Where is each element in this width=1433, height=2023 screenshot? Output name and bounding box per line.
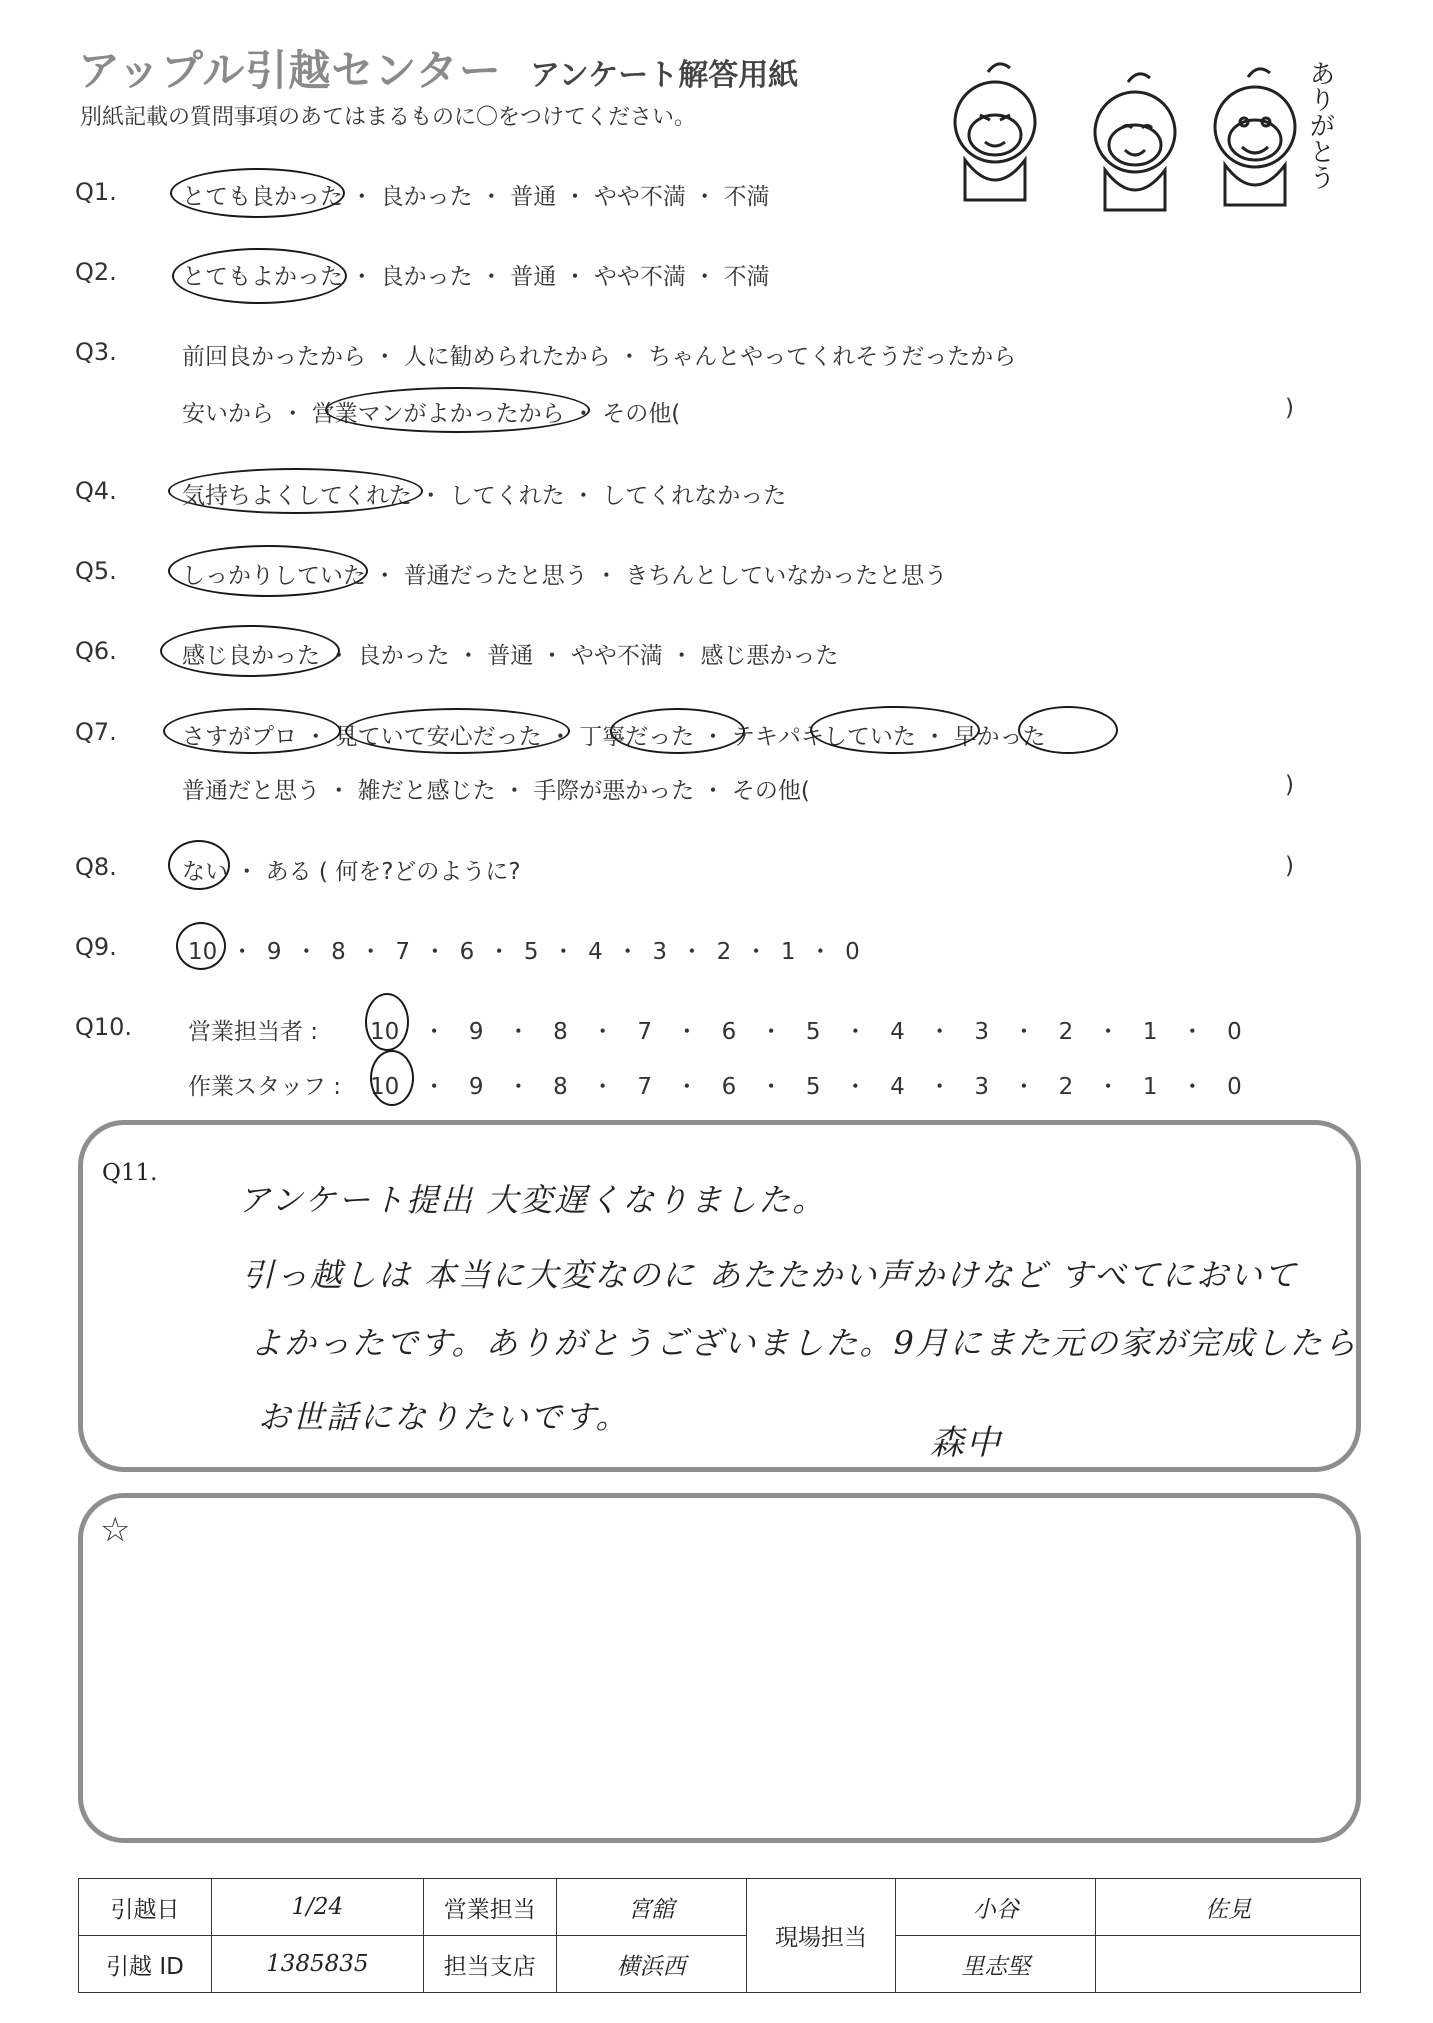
q11-comment-line: お世話になりたいです。 xyxy=(258,1398,630,1436)
q2-options: とてもよかった ・ 良かった ・ 普通 ・ やや不満 ・ 不満 xyxy=(182,264,770,290)
q10-staff-scale[interactable]: 10 ・ 9 ・ 8 ・ 7 ・ 6 ・ 5 ・ 4 ・ 3 ・ 2 ・ 1 ・ 0 xyxy=(370,1074,1242,1100)
star-icon: ☆ xyxy=(100,1510,131,1550)
q11-comment-line: よかったです。ありがとうございました。9月にまた元の家が完成したら xyxy=(250,1324,1358,1362)
q10-sales-label: 営業担当者 : xyxy=(188,1019,319,1045)
info-table xyxy=(78,1878,1361,1993)
q2-option[interactable]: 普通 xyxy=(510,264,557,290)
site-staff-value: 小谷 xyxy=(896,1879,1096,1936)
move-date-label: 引越日 xyxy=(79,1879,212,1936)
q9-label: Q9. xyxy=(75,933,117,961)
q10-staff-label: 作業スタッフ : xyxy=(188,1074,342,1100)
q1-option[interactable]: 普通 xyxy=(510,184,557,210)
mascot-monkey-icon xyxy=(1095,74,1175,210)
site-staff-value: 佐見 xyxy=(1096,1879,1361,1936)
q1-option[interactable]: 不満 xyxy=(723,184,770,210)
q4-options[interactable]: 気持ちよくしてくれた ・ してくれた ・ してくれなかった xyxy=(182,483,787,509)
instruction-text: 別紙記載の質問事項のあてはまるものに〇をつけてください。 xyxy=(80,105,697,130)
q1-option[interactable]: とても良かった xyxy=(182,184,343,210)
brand-title: アップル引越センター xyxy=(78,46,502,95)
q1-option[interactable]: やや不満 xyxy=(593,184,686,210)
sales-rep-value: 宮舘 xyxy=(556,1879,746,1936)
q8-selected-option: ない xyxy=(182,859,228,885)
site-staff-value: 里志堅 xyxy=(896,1936,1096,1993)
q3-line2[interactable]: 安いから ・ 営業マンがよかったから ・ その他( xyxy=(182,401,681,427)
q6-label: Q6. xyxy=(75,637,117,665)
form-subtitle: アンケート解答用紙 xyxy=(530,58,799,93)
q3-line1[interactable]: 前回良かったから ・ 人に勧められたから ・ ちゃんとやってくれそうだったから xyxy=(182,344,1017,370)
star-comment-box xyxy=(78,1493,1361,1843)
q1-option[interactable]: 良かった xyxy=(380,184,473,210)
sales-rep-label: 営業担当 xyxy=(423,1879,556,1936)
q3-close-paren: ) xyxy=(1285,395,1294,421)
q8-options[interactable]: ない ・ ある ( 何を?どのように? xyxy=(182,859,521,885)
q7-line1[interactable]: さすがプロ ・ 見ていて安心だった ・ 丁寧だった ・ テキパキしていた ・ 早かった xyxy=(182,724,1046,750)
q8-close-paren: ) xyxy=(1285,853,1294,879)
q3-label: Q3. xyxy=(75,338,117,366)
q4-label: Q4. xyxy=(75,477,117,505)
q2-label: Q2. xyxy=(75,258,117,286)
mascot-monkey-icon xyxy=(955,64,1035,200)
move-id-label: 引越 ID xyxy=(79,1936,212,1993)
q2-option[interactable]: 不満 xyxy=(723,264,770,290)
q11-signature: 森中 xyxy=(930,1423,1002,1463)
q6-options[interactable]: 感じ良かった ・ 良かった ・ 普通 ・ やや不満 ・ 感じ悪かった xyxy=(182,643,839,669)
q11-comment-line: 引っ越しは 本当に大変なのに あたたかい声かけなど すべてにおいて xyxy=(242,1256,1298,1294)
q8-label: Q8. xyxy=(75,853,117,881)
q7-close-paren: ) xyxy=(1285,772,1294,798)
q7-label: Q7. xyxy=(75,718,117,746)
mascot-illustration xyxy=(880,40,1340,215)
branch-value: 横浜西 xyxy=(556,1936,746,1993)
q11-comment-line: アンケート提出 大変遅くなりました。 xyxy=(238,1181,827,1219)
q2-option[interactable]: 良かった xyxy=(380,264,473,290)
q9-scale[interactable]: 10 ・ 9 ・ 8 ・ 7 ・ 6 ・ 5 ・ 4 ・ 3 ・ 2 ・ 1 ・ 0 xyxy=(188,939,860,965)
mascot-monkey-icon xyxy=(1215,69,1295,205)
move-date-value: 1/24 xyxy=(211,1879,423,1936)
site-staff-empty xyxy=(1096,1936,1361,1993)
q5-options[interactable]: しっかりしていた ・ 普通だったと思う ・ きちんとしていなかったと思う xyxy=(182,563,948,589)
mascot-caption: ありがとう xyxy=(1305,60,1335,190)
site-staff-label: 現場担当 xyxy=(746,1879,896,1993)
q11-label: Q11. xyxy=(102,1160,158,1186)
q6-selected-option: 感じ良かった xyxy=(182,643,320,669)
q3-selected-option: 営業マンがよかったから xyxy=(311,401,565,427)
branch-label: 担当支店 xyxy=(423,1936,556,1993)
q2-option[interactable]: とてもよかった xyxy=(182,264,343,290)
move-id-value: 1385835 xyxy=(211,1936,423,1993)
q5-selected-option: しっかりしていた xyxy=(182,563,366,589)
q1-label: Q1. xyxy=(75,178,117,206)
q1-options: とても良かった ・ 良かった ・ 普通 ・ やや不満 ・ 不満 xyxy=(182,184,770,210)
q2-option[interactable]: やや不満 xyxy=(593,264,686,290)
q5-label: Q5. xyxy=(75,557,117,585)
q7-line2[interactable]: 普通だと思う ・ 雑だと感じた ・ 手際が悪かった ・ その他( xyxy=(182,778,810,804)
q10-label: Q10. xyxy=(75,1013,133,1041)
q10-sales-scale[interactable]: 10 ・ 9 ・ 8 ・ 7 ・ 6 ・ 5 ・ 4 ・ 3 ・ 2 ・ 1 ・ 0 xyxy=(370,1019,1242,1045)
q4-selected-option: 気持ちよくしてくれた xyxy=(182,483,412,509)
